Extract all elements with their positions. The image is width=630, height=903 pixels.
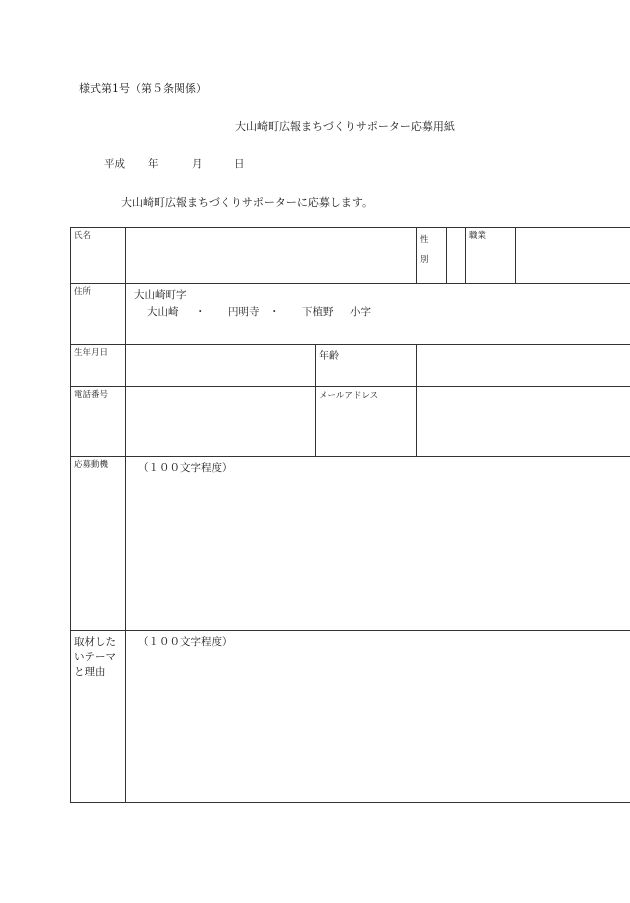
- address-field[interactable]: [126, 284, 630, 345]
- address-row: [71, 284, 630, 345]
- birthdate-field[interactable]: [126, 345, 316, 387]
- gender-field[interactable]: [447, 228, 466, 284]
- address-label: 住所: [71, 284, 126, 345]
- theme-length-note: （１００文字程度）: [138, 636, 233, 648]
- age-field[interactable]: [417, 345, 630, 387]
- gender-label-line-2: 別: [420, 255, 429, 265]
- occupation-field[interactable]: [516, 228, 630, 284]
- gender-label: [417, 228, 447, 284]
- address-separator: ・: [195, 306, 206, 318]
- name-row: [71, 228, 630, 284]
- theme-row: [71, 631, 630, 803]
- application-form-table: [70, 227, 630, 803]
- date-year: 年: [148, 158, 159, 170]
- address-option-koaza: 小字: [350, 306, 371, 318]
- form-title: 大山崎町広報まちづくりサポーター応募用紙: [235, 120, 455, 133]
- email-label: メールアドレス: [316, 387, 417, 457]
- gender-label-line-1: 性: [420, 235, 429, 245]
- email-field[interactable]: [417, 387, 630, 457]
- name-field[interactable]: [126, 228, 417, 284]
- theme-field[interactable]: [126, 631, 630, 803]
- phone-label: 電話番号: [71, 387, 126, 457]
- motivation-row: [71, 457, 630, 631]
- motivation-length-note: （１００文字程度）: [138, 462, 233, 474]
- address-options: [147, 304, 630, 319]
- date-month: 月: [192, 158, 203, 170]
- theme-label: 取材したいテーマと理由: [71, 631, 126, 803]
- form-number: 様式第1号（第５条関係）: [79, 82, 207, 95]
- age-label: 年齢: [316, 345, 417, 387]
- address-separator: ・: [269, 306, 280, 318]
- phone-field[interactable]: [126, 387, 316, 457]
- address-option-enmyoji[interactable]: 円明寺: [228, 306, 260, 318]
- address-option-ooyamazaki[interactable]: 大山崎: [147, 306, 179, 318]
- application-date: [104, 156, 245, 171]
- name-label: 氏名: [71, 228, 126, 284]
- birthdate-label: 生年月日: [71, 345, 126, 387]
- declaration-text: 大山崎町広報まちづくりサポーターに応募します。: [121, 196, 374, 209]
- date-era: 平成: [104, 158, 125, 170]
- occupation-label: 職業: [466, 228, 516, 284]
- address-prefix: 大山崎町字: [134, 289, 187, 301]
- motivation-field[interactable]: [126, 457, 630, 631]
- address-option-shimoueno[interactable]: 下植野: [302, 306, 334, 318]
- motivation-label: 応募動機: [71, 457, 126, 631]
- date-day: 日: [234, 158, 245, 170]
- contact-row: [71, 387, 630, 457]
- birthdate-row: [71, 345, 630, 387]
